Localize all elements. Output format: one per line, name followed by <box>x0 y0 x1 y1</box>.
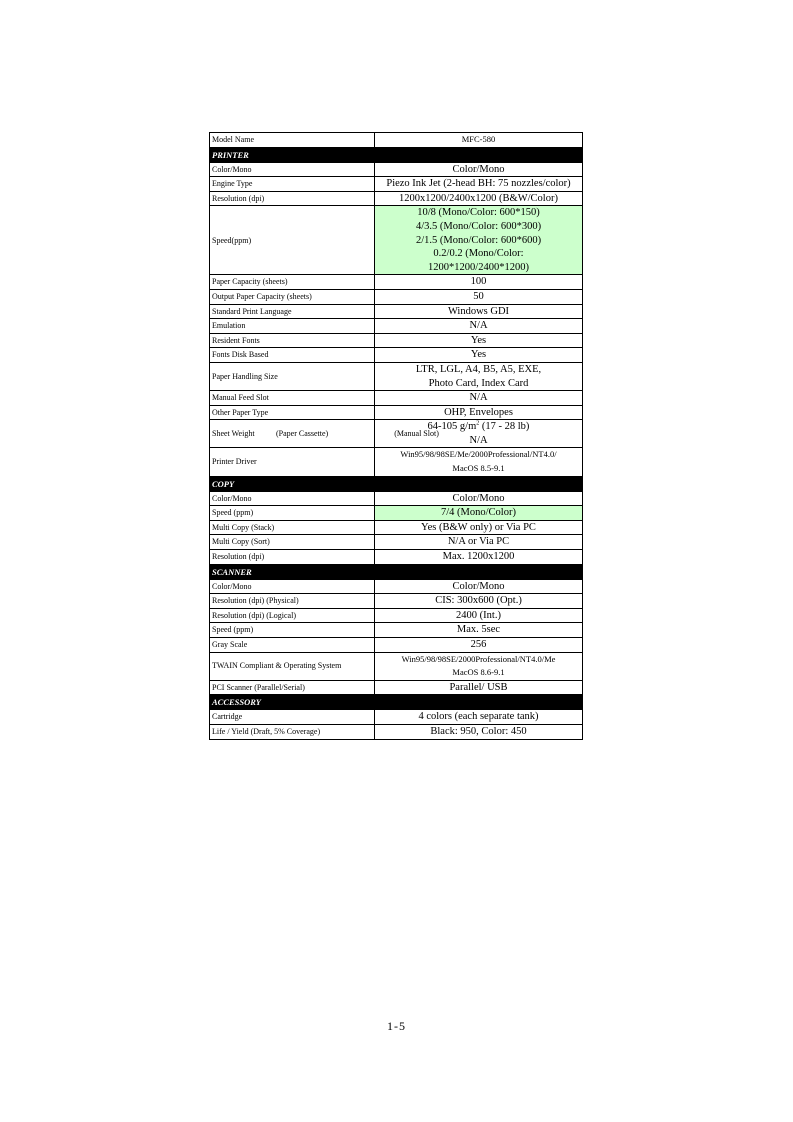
table-row <box>210 362 583 390</box>
row-value: 256 <box>375 638 583 653</box>
section-scanner <box>210 564 583 579</box>
section-title: ACCESSORY <box>210 695 583 710</box>
row-label: Resolution (dpi) (Physical) <box>210 594 375 609</box>
row-label: Emulation <box>210 319 375 334</box>
row-value: 7/4 (Mono/Color) <box>375 506 583 521</box>
table-row <box>210 391 583 406</box>
weight-text: 64-105 g/m <box>427 421 477 433</box>
row-value: OHP, Envelopes <box>375 405 583 420</box>
row-label: Resolution (dpi) (Logical) <box>210 608 375 623</box>
table-row <box>210 491 583 506</box>
value-line: Win95/98/98SE/Me/2000Professional/NT4.0/ <box>400 449 557 460</box>
value-line: N/A <box>469 434 488 446</box>
table-row <box>210 405 583 420</box>
table-row <box>210 594 583 609</box>
row-value: Parallel/ USB <box>375 680 583 695</box>
row-label: Printer Driver <box>210 448 375 476</box>
table-row <box>210 162 583 177</box>
table-row <box>210 579 583 594</box>
row-label: TWAIN Compliant & Operating System <box>210 652 375 680</box>
row-label: Resolution (dpi) <box>210 191 375 206</box>
row-label: Resident Fonts <box>210 333 375 348</box>
speed-line: 4/3.5 (Mono/Color: 600*300) <box>415 220 542 232</box>
row-value: 100 <box>375 275 583 290</box>
table-row <box>210 333 583 348</box>
table-row <box>210 420 583 448</box>
row-label: Cartridge <box>210 710 375 725</box>
table-row <box>210 289 583 304</box>
row-label: Color/Mono <box>210 579 375 594</box>
value-line: MacOS 8.6-9.1 <box>452 667 505 678</box>
row-label: Speed (ppm) <box>210 623 375 638</box>
table-row <box>210 177 583 192</box>
table-row <box>210 520 583 535</box>
section-printer <box>210 147 583 162</box>
row-label: Engine Type <box>210 177 375 192</box>
row-label: Color/Mono <box>210 491 375 506</box>
row-value: 50 <box>375 289 583 304</box>
table-row <box>210 206 583 275</box>
row-sublabel: (Paper Cassette) <box>276 429 329 439</box>
speed-line: 0.2/0.2 (Mono/Color: <box>433 248 524 260</box>
row-value <box>375 362 583 390</box>
table-row <box>210 319 583 334</box>
spec-table <box>209 132 583 740</box>
row-value <box>375 448 583 476</box>
row-label: Paper Handling Size <box>210 362 375 390</box>
table-row <box>210 448 583 476</box>
row-label: Fonts Disk Based <box>210 348 375 363</box>
row-value: N/A <box>375 319 583 334</box>
table-row <box>210 133 583 148</box>
model-name-label: Model Name <box>210 133 375 148</box>
row-value: Yes <box>375 333 583 348</box>
table-row <box>210 623 583 638</box>
row-label: PCI Scanner (Parallel/Serial) <box>210 680 375 695</box>
row-label: Standard Print Language <box>210 304 375 319</box>
row-label: Speed (ppm) <box>210 506 375 521</box>
row-label: Color/Mono <box>210 162 375 177</box>
row-value: Color/Mono <box>375 162 583 177</box>
row-value: CIS: 300x600 (Opt.) <box>375 594 583 609</box>
weight-superscript: 2 <box>476 420 480 427</box>
section-copy <box>210 476 583 491</box>
row-value: N/A or Via PC <box>375 535 583 550</box>
section-title: COPY <box>210 476 583 491</box>
table-row <box>210 680 583 695</box>
row-label: Manual Feed Slot <box>210 391 375 406</box>
row-value: Color/Mono <box>375 491 583 506</box>
value-line: MacOS 8.5-9.1 <box>452 463 505 474</box>
weight-text: (17 - 28 lb) <box>479 421 530 433</box>
row-value: Black: 950, Color: 450 <box>375 724 583 739</box>
value-line: LTR, LGL, A4, B5, A5, EXE, <box>415 363 542 375</box>
table-row <box>210 506 583 521</box>
table-row <box>210 348 583 363</box>
row-value: 1200x1200/2400x1200 (B&W/Color) <box>375 191 583 206</box>
row-value: 2400 (Int.) <box>375 608 583 623</box>
table-row <box>210 275 583 290</box>
row-value <box>375 652 583 680</box>
row-label: Speed(ppm) <box>210 206 375 275</box>
row-value: Piezo Ink Jet (2-head BH: 75 nozzles/color) <box>375 177 583 192</box>
table-row <box>210 304 583 319</box>
table-row <box>210 191 583 206</box>
sheet-weight-line-2 <box>330 429 439 438</box>
value-line: Win95/98/98SE/2000Professional/NT4.0/Me <box>401 653 556 664</box>
row-value: Windows GDI <box>375 304 583 319</box>
section-accessory <box>210 695 583 710</box>
row-value: Yes (B&W only) or Via PC <box>375 520 583 535</box>
sheet-weight-label-cell <box>210 420 439 448</box>
row-label: Multi Copy (Sort) <box>210 535 375 550</box>
row-label: Paper Capacity (sheets) <box>210 275 375 290</box>
speed-line: 2/1.5 (Mono/Color: 600*600) <box>415 234 542 246</box>
row-value: 4 colors (each separate tank) <box>375 710 583 725</box>
table-row <box>210 550 583 565</box>
page-number: 1-5 <box>387 1019 406 1033</box>
speed-values <box>375 206 583 275</box>
table-row <box>210 608 583 623</box>
table-row <box>210 724 583 739</box>
section-title: PRINTER <box>210 147 583 162</box>
speed-line: 10/8 (Mono/Color: 600*150) <box>417 207 540 219</box>
sheet-weight-line-1 <box>212 429 328 438</box>
row-value: Yes <box>375 348 583 363</box>
row-label: Multi Copy (Stack) <box>210 520 375 535</box>
row-label: Resolution (dpi) <box>210 550 375 565</box>
speed-line: 1200*1200/2400*1200) <box>428 261 529 273</box>
table-row <box>210 535 583 550</box>
row-value: Max. 5sec <box>375 623 583 638</box>
row-sublabel: (Manual Slot) <box>394 429 439 439</box>
row-label: Other Paper Type <box>210 405 375 420</box>
value-line: Photo Card, Index Card <box>428 377 529 389</box>
table-row <box>210 638 583 653</box>
model-name-value: MFC-580 <box>375 133 583 148</box>
row-label: Gray Scale <box>210 638 375 653</box>
row-value: Color/Mono <box>375 579 583 594</box>
row-value: Max. 1200x1200 <box>375 550 583 565</box>
table-row <box>210 710 583 725</box>
table-row <box>210 652 583 680</box>
row-value: N/A <box>375 391 583 406</box>
section-title: SCANNER <box>210 564 583 579</box>
row-label: Sheet Weight <box>212 429 255 439</box>
row-label: Output Paper Capacity (sheets) <box>210 289 375 304</box>
row-label: Life / Yield (Draft, 5% Coverage) <box>210 724 375 739</box>
